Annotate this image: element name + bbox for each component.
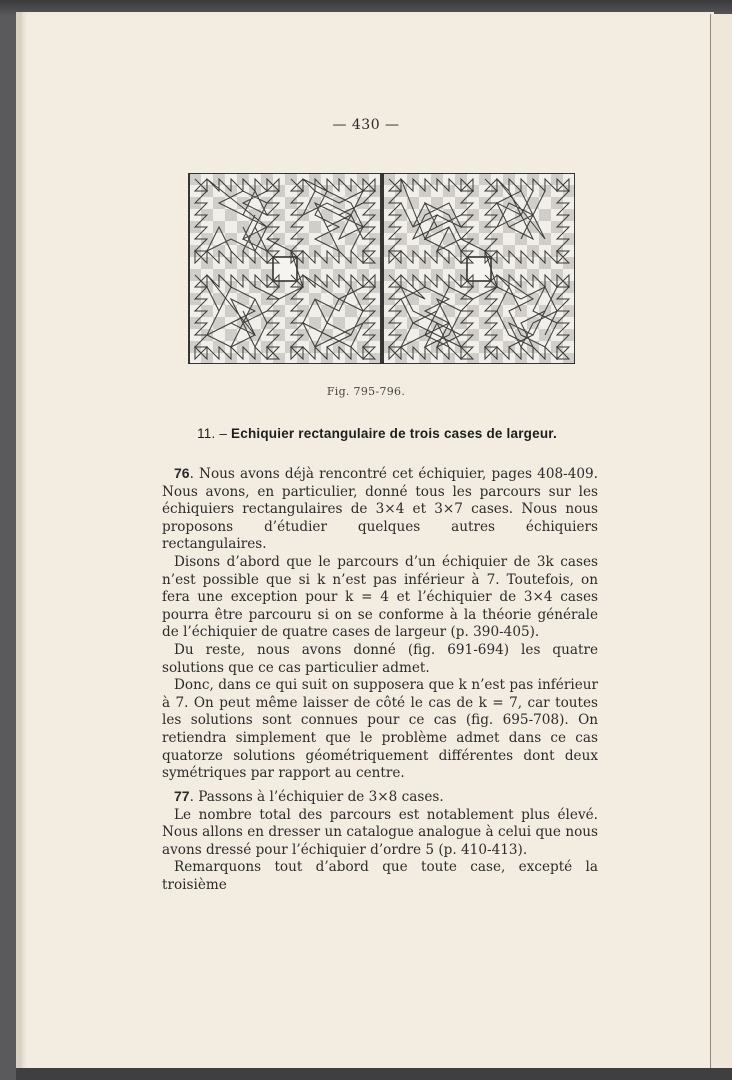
paragraph <box>162 642 598 677</box>
paragraph-text: . Passons à l’échiquier de 3×8 cases. <box>189 789 444 805</box>
paragraph <box>162 554 598 642</box>
section-title: Echiquier rectangulaire de trois cases de largeur. <box>231 426 557 441</box>
figure-knight-tours <box>187 173 575 364</box>
paragraph-group-76 <box>162 465 598 783</box>
paragraph-group-77 <box>162 788 598 895</box>
paragraph <box>162 465 598 554</box>
paragraph-text: Le nombre total des parcours est notablement plus élevé. Nous allons en dresser un catalogue analogue à celui que nous avons dressé pour l’échiquier d’ordre 5 (p. 410-413). <box>162 806 598 858</box>
paragraph-number: 76 <box>174 465 190 481</box>
figure-caption: Fig. 795-796. <box>326 385 406 398</box>
paragraph-text: Disons d’abord que le parcours d’un échiquier de 3k cases n’est possible que si k n’est pas inférieur à 7. Toutefois, on fera une exception pour k = 4 et l’échiquier de 3×4 cases pourra être parcouru si on se conforme à la théorie générale de l’échiquier de quatre cases de largeur (p. 390-405). <box>162 553 598 641</box>
paragraph-text: Du reste, nous avons donné (fig. 691-694) les quatre solutions que ce cas particulier admet. <box>162 641 598 676</box>
knight-tour-diagram <box>187 173 575 364</box>
scan-bottom-edge <box>16 1068 732 1080</box>
paragraph-text: Donc, dans ce qui suit on supposera que k n’est pas inférieur à 7. On peut même laisser de côté le cas de k = 7, car toutes les solutions sont connues pour ce cas (fig. 695-708). On retiendra simplement que le problème admet dans ce cas quatorze solutions géométriquement différentes dont deux symétriques par rapport au centre. <box>162 677 598 782</box>
next-page-edge <box>710 14 732 1072</box>
board-square <box>309 221 321 233</box>
board-square <box>539 209 551 221</box>
paragraph-text: Remarquons tout d’abord que toute case, excepté la troisième <box>162 859 598 893</box>
section-heading <box>142 426 612 441</box>
page-number: — 430 — <box>332 117 400 133</box>
paragraph <box>162 677 598 783</box>
paragraph-number: 77 <box>174 788 190 804</box>
paragraph <box>162 788 598 807</box>
section-number: 11. – <box>197 426 228 441</box>
paragraph-text: . Nous avons déjà rencontré cet échiquier, pages 408-409. Nous avons, en particulier, donné tous les parcours sur les échiquiers rectangulaires de 3×4 et 3×7 cases. Nous nous proposons d’étudier quelques autres échiquiers rectangulaires. <box>162 466 598 553</box>
paragraph <box>162 807 598 860</box>
paragraph <box>162 859 598 894</box>
